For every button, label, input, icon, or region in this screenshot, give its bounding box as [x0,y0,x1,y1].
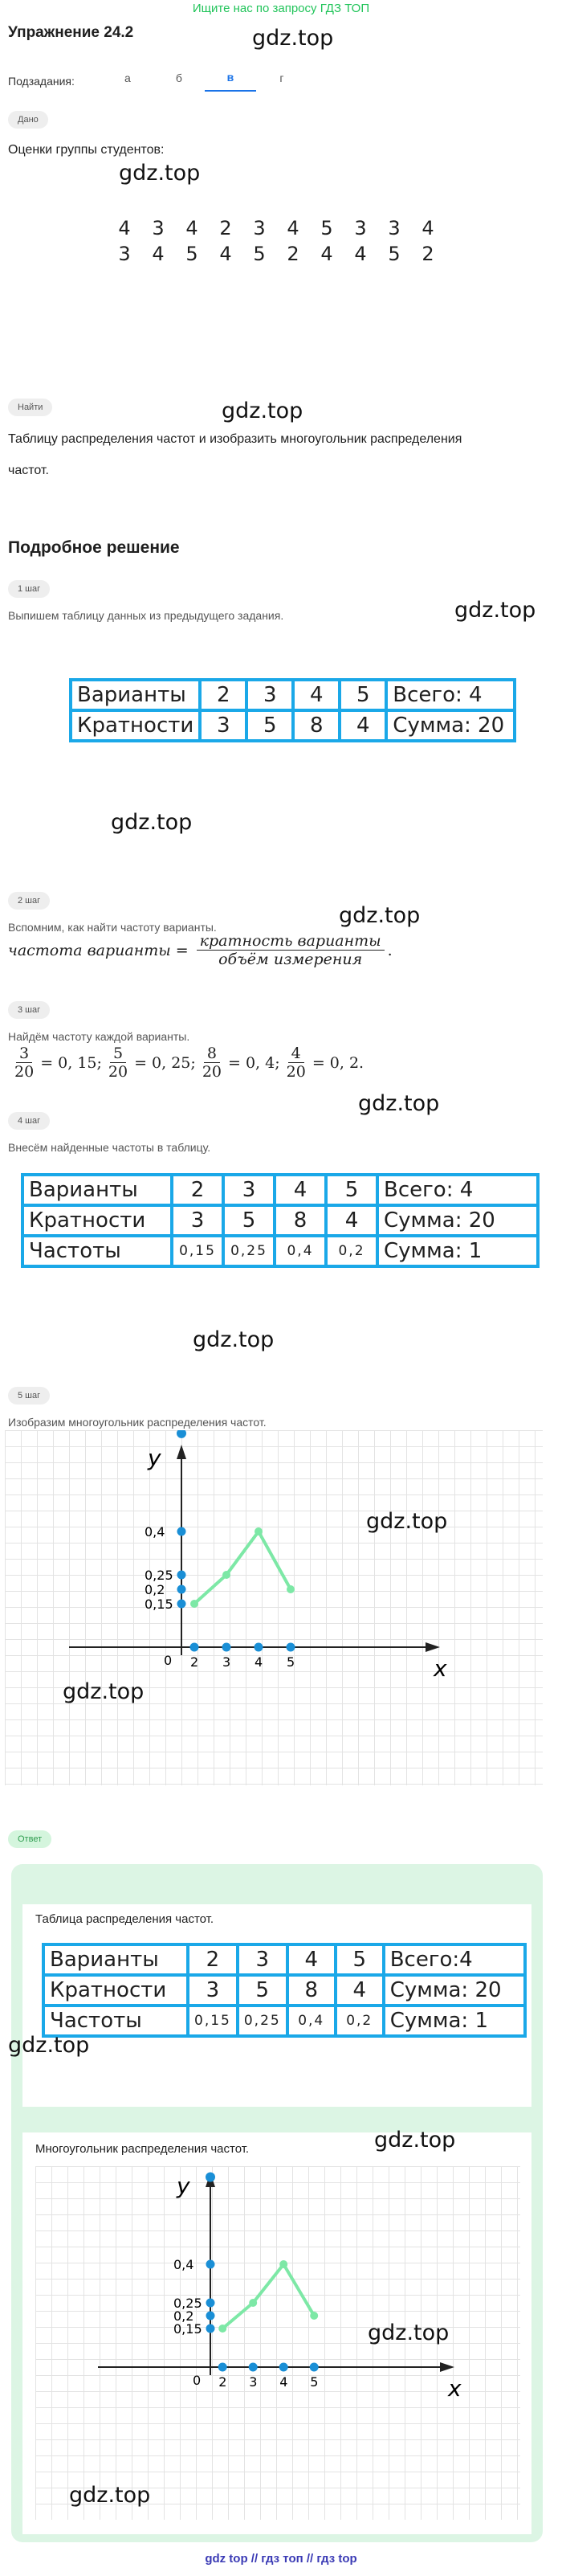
grade-value: 4 [287,217,299,239]
y-tick-label: 0,15 [173,2321,202,2337]
cell-value: 8 [293,710,340,741]
find-pill: Найти [8,399,52,416]
cell-value: 0,4 [275,1236,326,1266]
fraction-value: = 0, 25; [134,1053,196,1072]
x-tick-marker [249,2363,258,2372]
cell-value: 4 [287,1944,336,1975]
data-point [255,1527,263,1535]
fraction [283,1045,309,1081]
y-tick-marker [206,2299,215,2308]
watermark: gdz.top [366,1509,448,1534]
x-axis-arrow [440,2362,454,2372]
fraction-den: 20 [286,1063,306,1081]
watermark: gdz.top [193,1327,275,1352]
cell-total: Всего: 4 [386,680,515,710]
fraction-num: 8 [204,1045,220,1063]
y-tick-marker [177,1585,186,1594]
given-text: Оценки группы студентов: [8,143,165,157]
grade-value: 4 [422,217,434,239]
cell-value: 0,15 [172,1236,223,1266]
cell-total: Сумма: 20 [377,1205,538,1236]
cell-value: 0,15 [188,2006,238,2036]
watermark: gdz.top [69,2483,151,2508]
y-tick-marker [206,2260,215,2269]
cell-value: 0,25 [238,2006,287,2036]
exercise-title: Упражнение 24.2 [8,24,134,41]
tab-b[interactable]: б [175,72,182,84]
grades-row-2 [108,243,445,265]
cell-value: 4 [293,680,340,710]
cell-total: Сумма: 1 [377,1236,538,1266]
cell-value: 3 [223,1175,275,1205]
x-tick-marker [218,2363,227,2372]
step3-pill: 3 шаг [8,1001,50,1019]
cell-total: Всего: 4 [377,1175,538,1205]
y-tick-marker [177,1527,186,1536]
cell-value: 3 [238,1944,287,1975]
grades-block [108,217,445,265]
answer-text-2: Многоугольник распределения частот. [35,2142,250,2156]
data-point [249,2299,257,2307]
grade-value: 3 [354,217,367,239]
fraction-den: 20 [108,1063,128,1081]
frequency-table-step1 [69,678,516,742]
fraction-value: = 0, 15; [40,1053,102,1072]
cell-value: 2 [172,1175,223,1205]
y-tick-marker [206,2312,215,2320]
watermark: gdz.top [374,2128,456,2153]
grade-value: 2 [287,243,299,265]
step1-text: Выпишем таблицу данных из предыдущего задания. [8,609,284,622]
frequency-polygon-line [222,2264,314,2329]
y-tick-label: 0,4 [173,2257,194,2272]
x-tick-label: 4 [255,1654,263,1670]
watermark: gdz.top [339,903,421,928]
grade-value: 3 [388,217,401,239]
cell-label: Варианты [22,1175,172,1205]
grade-value: 4 [152,243,165,265]
tab-g[interactable]: г [279,72,284,84]
frequency-polygon-chart [5,1430,543,1785]
step5-text: Изобразим многоугольник распределения частот. [8,1416,267,1429]
answer-text-1: Таблица распределения частот. [35,1912,214,1926]
cell-value: 0,2 [326,1236,377,1266]
y-tick-label: 0,2 [173,2308,194,2324]
x-axis-label: x [434,1655,447,1682]
grade-value: 3 [118,243,131,265]
data-point [287,1585,295,1593]
x-tick-label: 3 [222,1654,231,1670]
origin-label: 0 [164,1653,173,1668]
promo-banner[interactable]: Ищите нас по запросу ГДЗ ТОП [192,2,370,15]
tab-v[interactable]: в [205,71,256,92]
x-tick-label: 4 [279,2374,288,2390]
y-tick-label: 0,2 [145,1582,165,1597]
cell-value: 3 [246,680,293,710]
y-tick-label: 0,25 [145,1568,173,1583]
chart-grid-step5 [5,1430,543,1785]
watermark: gdz.top [454,598,536,623]
footer-links[interactable]: gdz top // гдз топ // гдз top [205,2552,357,2566]
cell-label: Варианты [43,1944,188,1975]
y-tick-marker [206,2325,215,2333]
formula-denominator: объём измерения [218,951,363,968]
cell-total: Сумма: 1 [384,2006,525,2036]
watermark: gdz.top [368,2320,450,2345]
cell-value: 8 [275,1205,326,1236]
subtask-label: Подзадания: [8,75,75,88]
x-tick-marker [190,1643,199,1652]
frequency-table-step4 [21,1173,540,1268]
fraction-num: 4 [288,1045,304,1063]
step3-text: Найдём частоту каждой варианты. [8,1030,190,1043]
fraction [105,1045,131,1081]
formula-lhs: частота варианты [8,941,171,959]
formula-numerator: кратность варианты [197,932,385,951]
x-tick-label: 2 [218,2374,227,2390]
x-tick-label: 5 [310,2374,319,2390]
x-tick-label: 3 [249,2374,258,2390]
step3-fractions [8,1045,364,1081]
cell-value: 4 [326,1205,377,1236]
cell-value: 5 [246,710,293,741]
tab-a[interactable]: а [124,72,131,84]
solution-heading: Подробное решение [8,538,180,557]
y-tick-marker [177,1600,186,1609]
grade-value: 5 [320,217,333,239]
x-axis-label: x [448,2375,462,2402]
fraction-den: 20 [14,1063,35,1081]
data-point [222,1571,230,1579]
grade-value: 4 [185,217,198,239]
y-axis-extra-marker [206,2172,215,2181]
fraction-num: 5 [110,1045,126,1063]
formula-dot: . [387,941,393,959]
cell-total: Всего:4 [384,1944,525,1975]
fraction-den: 20 [202,1063,222,1081]
grade-value: 5 [185,243,198,265]
watermark: gdz.top [119,161,201,186]
step2-text: Вспомним, как найти частоту варианты. [8,921,217,934]
cell-value: 5 [340,680,386,710]
cell-value: 0,4 [287,2006,336,2036]
cell-value: 5 [238,1975,287,2006]
cell-value: 4 [340,710,386,741]
answer-chart-card [22,2132,531,2534]
data-point [310,2312,318,2320]
find-text-2: частот. [8,464,49,477]
answer-table-card [22,1904,531,2107]
cell-total: Сумма: 20 [386,710,515,741]
watermark: gdz.top [111,810,193,835]
y-axis-label: y [177,2173,190,2199]
x-tick-marker [222,1643,231,1652]
grade-value: 2 [422,243,434,265]
y-axis-extra-marker [177,1430,186,1438]
y-axis-label: y [148,1445,161,1471]
watermark: gdz.top [252,26,334,51]
x-tick-marker [255,1643,263,1652]
cell-value: 3 [200,710,246,741]
x-tick-marker [279,2363,288,2372]
grade-value: 3 [152,217,165,239]
formula-eq: = [175,941,189,959]
x-tick-label: 2 [190,1654,199,1670]
cell-label: Кратности [22,1205,172,1236]
fraction [11,1045,37,1081]
grade-value: 4 [219,243,232,265]
grade-value: 4 [118,217,131,239]
cell-label: Частоты [22,1236,172,1266]
fraction-value: = 0, 4; [228,1053,280,1072]
y-tick-label: 0,25 [173,2296,202,2311]
cell-value: 2 [200,680,246,710]
grade-value: 3 [253,217,266,239]
cell-label: Кратности [43,1975,188,2006]
watermark: gdz.top [358,1091,440,1116]
cell-value: 0,2 [336,2006,384,2036]
frequency-formula [8,932,393,968]
step2-pill: 2 шаг [8,892,50,910]
cell-value: 8 [287,1975,336,2006]
x-axis-arrow [426,1642,440,1652]
cell-value: 3 [172,1205,223,1236]
y-tick-marker [177,1571,186,1580]
cell-value: 2 [188,1944,238,1975]
subtask-tabs [8,71,307,92]
cell-label: Варианты [71,680,200,710]
frequency-polygon-line [194,1531,291,1604]
step4-pill: 4 шаг [8,1112,50,1130]
cell-value: 4 [275,1175,326,1205]
find-text-1: Таблицу распределения частот и изобразить многоугольник распределения [8,432,462,446]
cell-value: 5 [223,1205,275,1236]
x-tick-label: 5 [287,1654,295,1670]
frequency-table-answer [42,1943,527,2038]
step1-pill: 1 шаг [8,580,50,598]
cell-label: Частоты [43,2006,188,2036]
watermark: gdz.top [63,1679,145,1704]
fraction-num: 3 [16,1045,32,1063]
watermark: gdz.top [222,399,303,423]
grade-value: 2 [219,217,232,239]
cell-value: 3 [188,1975,238,2006]
watermark: gdz.top [8,2033,90,2058]
grade-value: 5 [253,243,266,265]
answer-pill: Ответ [8,1830,51,1848]
x-tick-marker [287,1643,295,1652]
cell-label: Кратности [71,710,200,741]
y-tick-label: 0,4 [145,1524,165,1539]
grade-value: 5 [388,243,401,265]
step5-pill: 5 шаг [8,1387,50,1405]
step4-text: Внесём найденные частоты в таблицу. [8,1141,211,1154]
cell-value: 5 [336,1944,384,1975]
grade-value: 4 [320,243,333,265]
cell-value: 0,25 [223,1236,275,1266]
y-axis-arrow [177,1445,186,1459]
fraction [199,1045,225,1081]
cell-value: 4 [336,1975,384,2006]
cell-total: Сумма: 20 [384,1975,525,2006]
cell-value: 5 [326,1175,377,1205]
fraction-value: = 0, 2. [312,1053,364,1072]
grades-row-1 [108,217,445,239]
y-tick-label: 0,15 [145,1597,173,1612]
data-point [279,2260,287,2268]
formula-fraction [197,932,385,968]
x-tick-marker [310,2363,319,2372]
data-point [218,2325,226,2333]
answer-panel [8,1864,543,2542]
given-pill: Дано [8,111,48,129]
origin-label: 0 [193,2373,202,2388]
grade-value: 4 [354,243,367,265]
data-point [190,1600,198,1608]
